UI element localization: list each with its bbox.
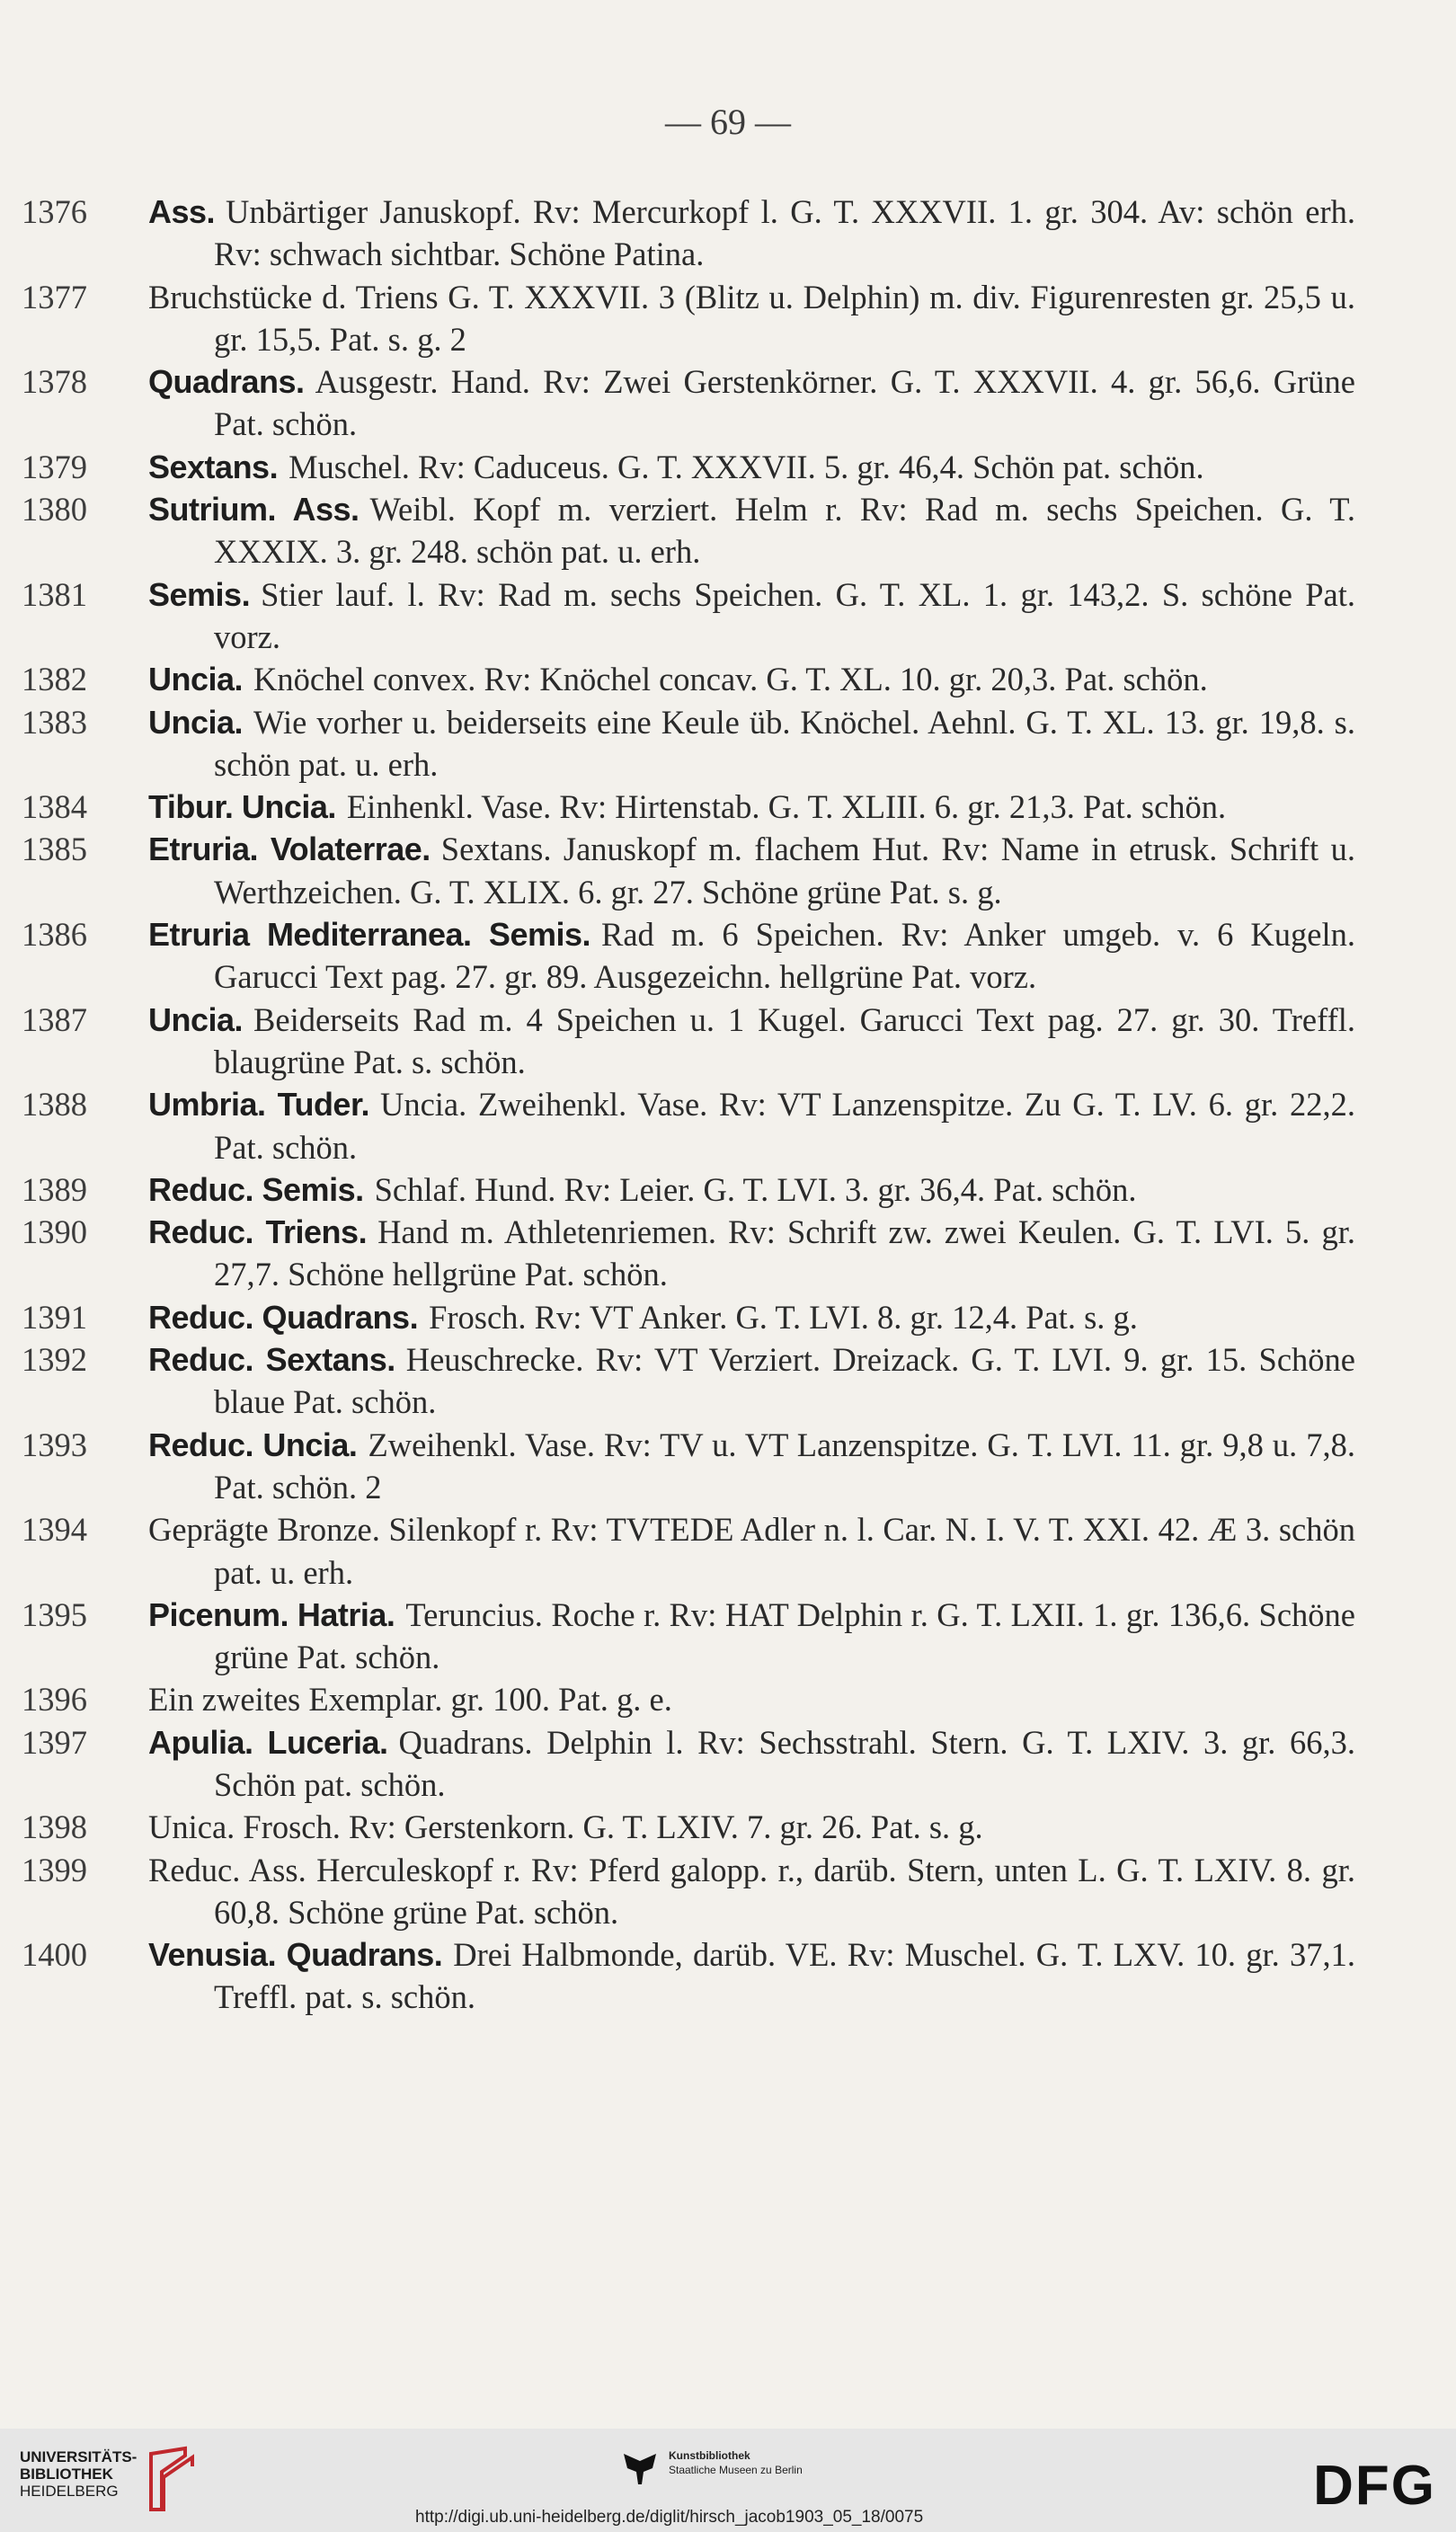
entry-heading: Reduc. Uncia. xyxy=(148,1426,358,1463)
catalog-entry xyxy=(0,1849,1456,1934)
entry-heading: Etruria. Volaterrae. xyxy=(148,831,431,868)
entry-heading: Ass. xyxy=(148,193,216,230)
catalog-entry xyxy=(0,1721,1456,1807)
catalog-entry xyxy=(0,913,1456,999)
catalog-entry xyxy=(0,1678,1456,1720)
catalog-entries xyxy=(0,191,1456,2019)
catalog-entry xyxy=(0,276,1456,361)
source-url-link[interactable]: http://digi.ub.uni-heidelberg.de/diglit/hirsch_jacob1903_05_18/0075 xyxy=(415,2508,924,2527)
entry-number: 1391 xyxy=(22,1298,87,1336)
entry-heading: Apulia. Luceria. xyxy=(148,1723,388,1761)
entry-heading: Venusia. Quadrans. xyxy=(148,1936,443,1974)
catalog-entry xyxy=(0,786,1456,828)
entry-number: 1388 xyxy=(22,1086,87,1124)
entry-number: 1396 xyxy=(22,1681,87,1719)
entry-number: 1395 xyxy=(22,1595,87,1633)
entry-description: Quadrans. Delphin l. Rv: Sechsstrahl. Stern. G. T. LXIV. 3. gr. 66,3. Schön pat. schön. xyxy=(214,1723,1355,1803)
entry-number: 1378 xyxy=(22,363,87,401)
entry-description: Weibl. Kopf m. verziert. Helm r. Rv: Rad m. sechs Speichen. G. T. XXXIX. 3. gr. 248. schön pat. u. erh. xyxy=(214,491,1355,571)
entry-number: 1385 xyxy=(22,831,87,868)
catalog-entry xyxy=(0,658,1456,700)
entry-number: 1398 xyxy=(22,1808,87,1846)
entry-heading: Umbria. Tuder. xyxy=(148,1086,369,1124)
page-number: — 69 — xyxy=(665,102,791,142)
entry-description: Wie vorher u. beiderseits eine Keule üb. Knöchel. Aehnl. G. T. XL. 13. gr. 19,8. s. schön pat. u. erh. xyxy=(214,703,1355,783)
university-library-logo[interactable] xyxy=(20,2448,137,2500)
entry-description: Zweihenkl. Vase. Rv: TV u. VT Lanzenspitze. G. T. LVI. 11. gr. 9,8 u. 7,8. Pat. schön. 2 xyxy=(214,1426,1356,1506)
entry-heading: Sutrium. Ass. xyxy=(148,491,360,529)
entry-description: Frosch. Rv: VT Anker. G. T. LVI. 8. gr. 12,4. Pat. s. g. xyxy=(429,1298,1138,1336)
catalog-entry xyxy=(0,1424,1456,1509)
entry-description: Einhenkl. Vase. Rv: Hirtenstab. G. T. XLIII. 6. gr. 21,3. Pat. schön. xyxy=(346,788,1227,826)
catalog-entry xyxy=(0,828,1456,913)
catalog-entry xyxy=(0,1211,1456,1296)
entry-description: Uncia. Zweihenkl. Vase. Rv: VT Lanzenspitze. Zu G. T. LV. 6. gr. 22,2. Pat. schön. xyxy=(214,1086,1355,1166)
entry-description: Unbärtiger Januskopf. Rv: Mercurkopf l. G. T. XXXVII. 1. gr. 304. Av: schön erh. Rv: schwach sichtbar. Schöne Patina. xyxy=(214,193,1355,273)
ub-emblem-icon xyxy=(142,2445,205,2519)
footer-bar xyxy=(0,2429,1456,2532)
entry-number: 1383 xyxy=(22,703,87,741)
entry-number: 1392 xyxy=(22,1341,87,1379)
entry-number: 1387 xyxy=(22,1000,87,1038)
entry-description: Geprägte Bronze. Silenkopf r. Rv: TVTEDE Adler n. l. Car. N. I. V. T. XXI. 42. Æ 3. schön pat. u. erh. xyxy=(148,1511,1355,1591)
entry-number: 1394 xyxy=(22,1511,87,1549)
dfg-logo[interactable]: DFG xyxy=(1313,2455,1436,2517)
catalog-entry xyxy=(0,446,1456,488)
entry-description: Sextans. Januskopf m. flachem Hut. Rv: Name in etrusk. Schrift u. Werthzeichen. G. T. XLIX. 6. gr. 27. Schöne grüne Pat. s. g. xyxy=(214,831,1356,911)
entry-number: 1397 xyxy=(22,1723,87,1761)
entry-heading: Reduc. Triens. xyxy=(148,1213,368,1251)
entry-description: Schlaf. Hund. Rv: Leier. G. T. LVI. 3. gr. 36,4. Pat. schön. xyxy=(374,1170,1137,1208)
entry-number: 1389 xyxy=(22,1170,87,1208)
catalog-entry xyxy=(0,1338,1456,1424)
entry-number: 1376 xyxy=(22,193,87,230)
ub-line-1: UNIVERSITÄTS- xyxy=(20,2448,138,2465)
catalog-entry xyxy=(0,1933,1456,2019)
entry-heading: Uncia. xyxy=(148,661,244,698)
entry-description: Beiderseits Rad m. 4 Speichen u. 1 Kugel. Garucci Text pag. 27. gr. 30. Treffl. blaugrüne Pat. s. schön. xyxy=(214,1000,1355,1080)
entry-description: Knöchel convex. Rv: Knöchel concav. G. T. XL. 10. gr. 20,3. Pat. schön. xyxy=(253,661,1208,698)
entry-heading: Uncia. xyxy=(148,1000,244,1038)
entry-heading: Etruria Mediterranea. Semis. xyxy=(148,916,591,954)
entry-description: Ein zweites Exemplar. gr. 100. Pat. g. e. xyxy=(148,1681,672,1719)
catalog-entry xyxy=(0,1168,1456,1211)
entry-description: Stier lauf. l. Rv: Rad m. sechs Speichen. G. T. XL. 1. gr. 143,2. S. schöne Pat. vorz. xyxy=(214,575,1355,655)
entry-number: 1386 xyxy=(22,916,87,954)
catalog-entry xyxy=(0,573,1456,659)
kunstbibliothek-eagle-icon xyxy=(620,2448,660,2488)
kunstbibliothek-logo[interactable] xyxy=(669,2448,803,2477)
ub-line-2: BIBLIOTHEK xyxy=(20,2465,113,2483)
entry-heading: Reduc. Quadrans. xyxy=(148,1298,419,1336)
catalog-entry xyxy=(0,1594,1456,1679)
entry-description: Rad m. 6 Speichen. Rv: Anker umgeb. v. 6 Kugeln. Garucci Text pag. 27. gr. 89. Ausgezeichn. hellgrüne Pat. vorz. xyxy=(214,916,1355,996)
kb-line-1: Kunstbibliothek xyxy=(669,2449,750,2462)
entry-number: 1379 xyxy=(22,448,87,485)
catalog-entry xyxy=(0,1508,1456,1594)
entry-description: Heuschrecke. Rv: VT Verziert. Dreizack. G. T. LVI. 9. gr. 15. Schöne blaue Pat. schön. xyxy=(214,1341,1355,1421)
entry-number: 1377 xyxy=(22,278,87,315)
entry-heading: Quadrans. xyxy=(148,363,305,401)
catalog-entry xyxy=(0,191,1456,276)
entry-description: Teruncius. Roche r. Rv: HAT Delphin r. G. T. LXII. 1. gr. 136,6. Schöne grüne Pat. schön. xyxy=(214,1595,1355,1676)
entry-heading: Uncia. xyxy=(148,703,244,741)
entry-number: 1380 xyxy=(22,491,87,529)
entry-heading: Reduc. Sextans. xyxy=(148,1341,395,1379)
entry-description: Hand m. Athletenriemen. Rv: Schrift zw. zwei Keulen. G. T. LVI. 5. gr. 27,7. Schöne hellgrüne Pat. schön. xyxy=(214,1213,1355,1293)
entry-heading: Picenum. Hatria. xyxy=(148,1595,395,1633)
entry-description: Bruchstücke d. Triens G. T. XXXVII. 3 (Blitz u. Delphin) m. div. Figurenresten gr. 25,5 u. gr. 15,5. Pat. s. g. 2 xyxy=(148,278,1355,358)
entry-number: 1382 xyxy=(22,661,87,698)
catalog-entry xyxy=(0,701,1456,786)
entry-heading: Tibur. Uncia. xyxy=(148,788,336,826)
entry-description: Unica. Frosch. Rv: Gerstenkorn. G. T. LXIV. 7. gr. 26. Pat. s. g. xyxy=(148,1808,983,1846)
entry-number: 1390 xyxy=(22,1213,87,1251)
catalog-entry xyxy=(0,1083,1456,1168)
catalog-entry xyxy=(0,488,1456,573)
entry-number: 1393 xyxy=(22,1426,87,1463)
entry-description: Drei Halbmonde, darüb. VE. Rv: Muschel. G. T. LXV. 10. gr. 37,1. Treffl. pat. s. schön. xyxy=(214,1936,1356,2016)
kb-line-2: Staatliche Museen zu Berlin xyxy=(669,2464,803,2476)
entry-number: 1399 xyxy=(22,1851,87,1888)
entry-heading: Sextans. xyxy=(148,448,279,485)
entry-number: 1400 xyxy=(22,1936,87,1974)
entry-description: Muschel. Rv: Caduceus. G. T. XXXVII. 5. gr. 46,4. Schön pat. schön. xyxy=(289,448,1204,485)
catalog-entry xyxy=(0,360,1456,446)
catalog-entry xyxy=(0,1296,1456,1338)
entry-description: Ausgestr. Hand. Rv: Zwei Gerstenkörner. G. T. XXXVII. 4. gr. 56,6. Grüne Pat. schön. xyxy=(214,363,1355,443)
entry-number: 1381 xyxy=(22,575,87,613)
entry-number: 1384 xyxy=(22,788,87,826)
entry-heading: Reduc. Semis. xyxy=(148,1170,364,1208)
entry-description: Reduc. Ass. Herculeskopf r. Rv: Pferd galopp. r., darüb. Stern, unten L. G. T. LXIV. 8. gr. 60,8. Schöne grüne Pat. schön. xyxy=(148,1851,1355,1931)
ub-line-3: HEIDELBERG xyxy=(20,2483,119,2500)
catalog-entry xyxy=(0,1806,1456,1848)
catalog-entry xyxy=(0,999,1456,1084)
entry-heading: Semis. xyxy=(148,575,251,613)
